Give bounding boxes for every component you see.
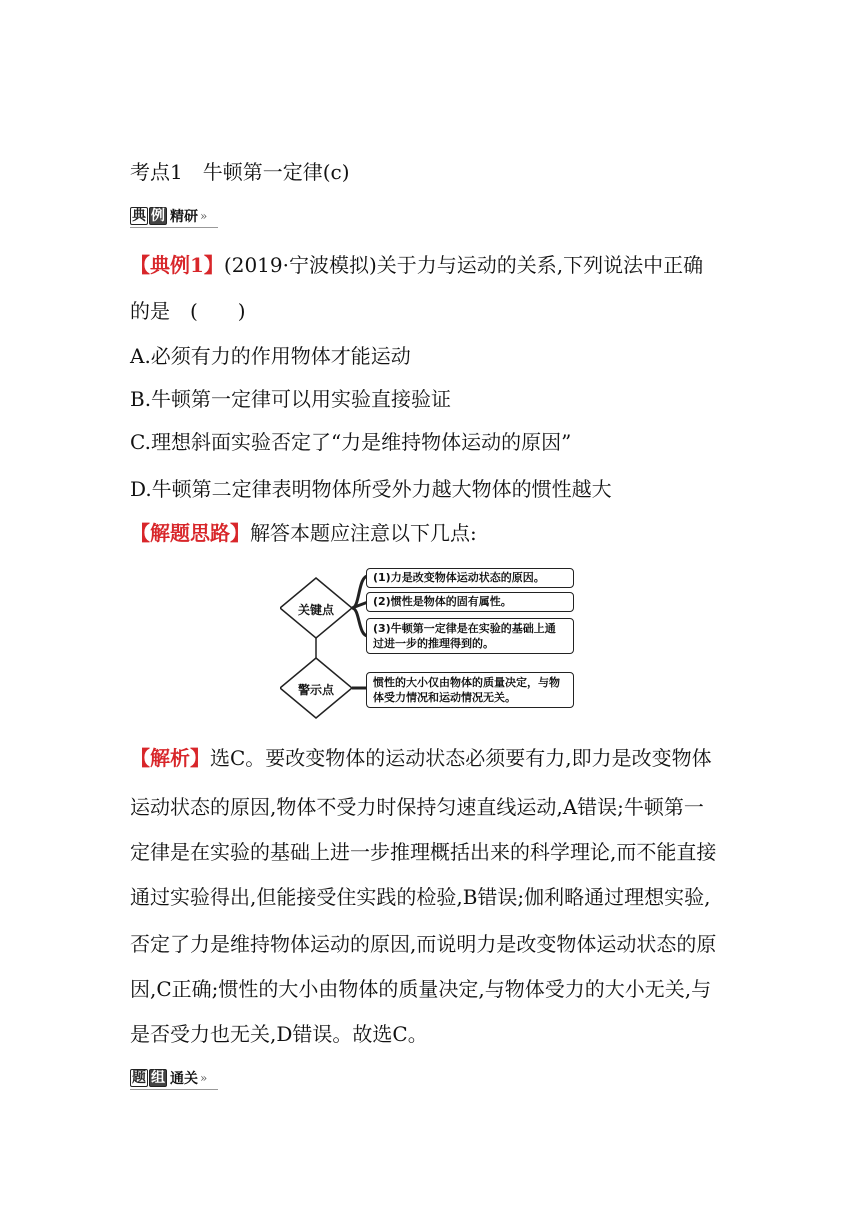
warn-line-2: 体受力情况和运动情况无关。 [373,691,516,704]
analysis-text-1: 选C。要改变物体的运动状态必须要有力,即力是改变物体 [210,746,712,770]
analysis-line-3: 定律是在实验的基础上进一步推理概括出来的科学理论,而不能直接 [130,840,717,864]
badge2-char-2: 组 [151,1070,165,1086]
example-stem-line-1 [130,253,703,277]
analysis-line-5: 否定了力是维持物体运动的原因,而说明力是改变物体运动状态的原 [130,932,717,956]
badge-example-study [130,206,207,226]
section-heading: 考点1 牛顿第一定律(c) [130,160,350,184]
badge-char-1: 典 [132,208,146,224]
badge2-text: 通关 [170,1071,198,1087]
analysis-tag: 【解析】 [130,746,210,770]
double-arrow-icon: » [200,1071,208,1085]
warn-line-1: 惯性的大小仅由物体的质量决定，与物 [373,676,560,689]
approach-line [130,521,477,545]
approach-text: 解答本题应注意以下几点: [250,521,477,545]
example-stem-line-2: 的是 ( ) [130,299,246,323]
badge-char-2: 例 [151,208,165,224]
key-label: 关键点 [297,603,334,617]
key-box-2 [366,592,574,612]
example-tag: 【典例1】 [130,253,224,277]
key-item-1: (1)力是改变物体运动状态的原因。 [373,571,545,584]
option-b: B.牛顿第一定律可以用实验直接验证 [130,387,452,411]
key-box-3 [366,618,574,654]
badge2-char-1: 题 [132,1070,146,1086]
badge-practice [130,1068,207,1088]
key-item-3a: (3)牛顿第一定律是在实验的基础上通 [373,622,556,635]
option-c: C.理想斜面实验否定了“力是维持物体运动的原因” [130,430,572,454]
analysis-line-7: 是否受力也无关,D错误。故选C。 [130,1022,428,1046]
option-d: D.牛顿第二定律表明物体所受外力越大物体的惯性越大 [130,477,612,501]
warn-label: 警示点 [297,683,334,697]
warn-box [366,672,574,708]
key-item-2: (2)惯性是物体的固有属性。 [373,595,512,608]
example-stem-1: (2019·宁波模拟)关于力与运动的关系,下列说法中正确 [223,253,704,277]
approach-tag: 【解题思路】 [130,521,250,545]
analysis-line-2: 运动状态的原因,物体不受力时保持匀速直线运动,A错误;牛顿第一 [130,795,704,819]
analysis-line-6: 因,C正确;惯性的大小由物体的质量决定,与物体受力的大小无关,与 [130,977,712,1001]
key-points-diagram [280,560,580,730]
double-arrow-icon: » [200,209,208,223]
option-a: A.必须有力的作用物体才能运动 [130,344,411,368]
badge-text: 精研 [170,209,198,225]
key-box-1 [366,568,574,588]
key-item-3b: 过进一步的推理得到的。 [373,637,494,650]
analysis-line-1 [130,746,712,770]
analysis-line-4: 通过实验得出,但能接受住实践的检验,B错误;伽利略通过理想实验, [130,885,711,909]
